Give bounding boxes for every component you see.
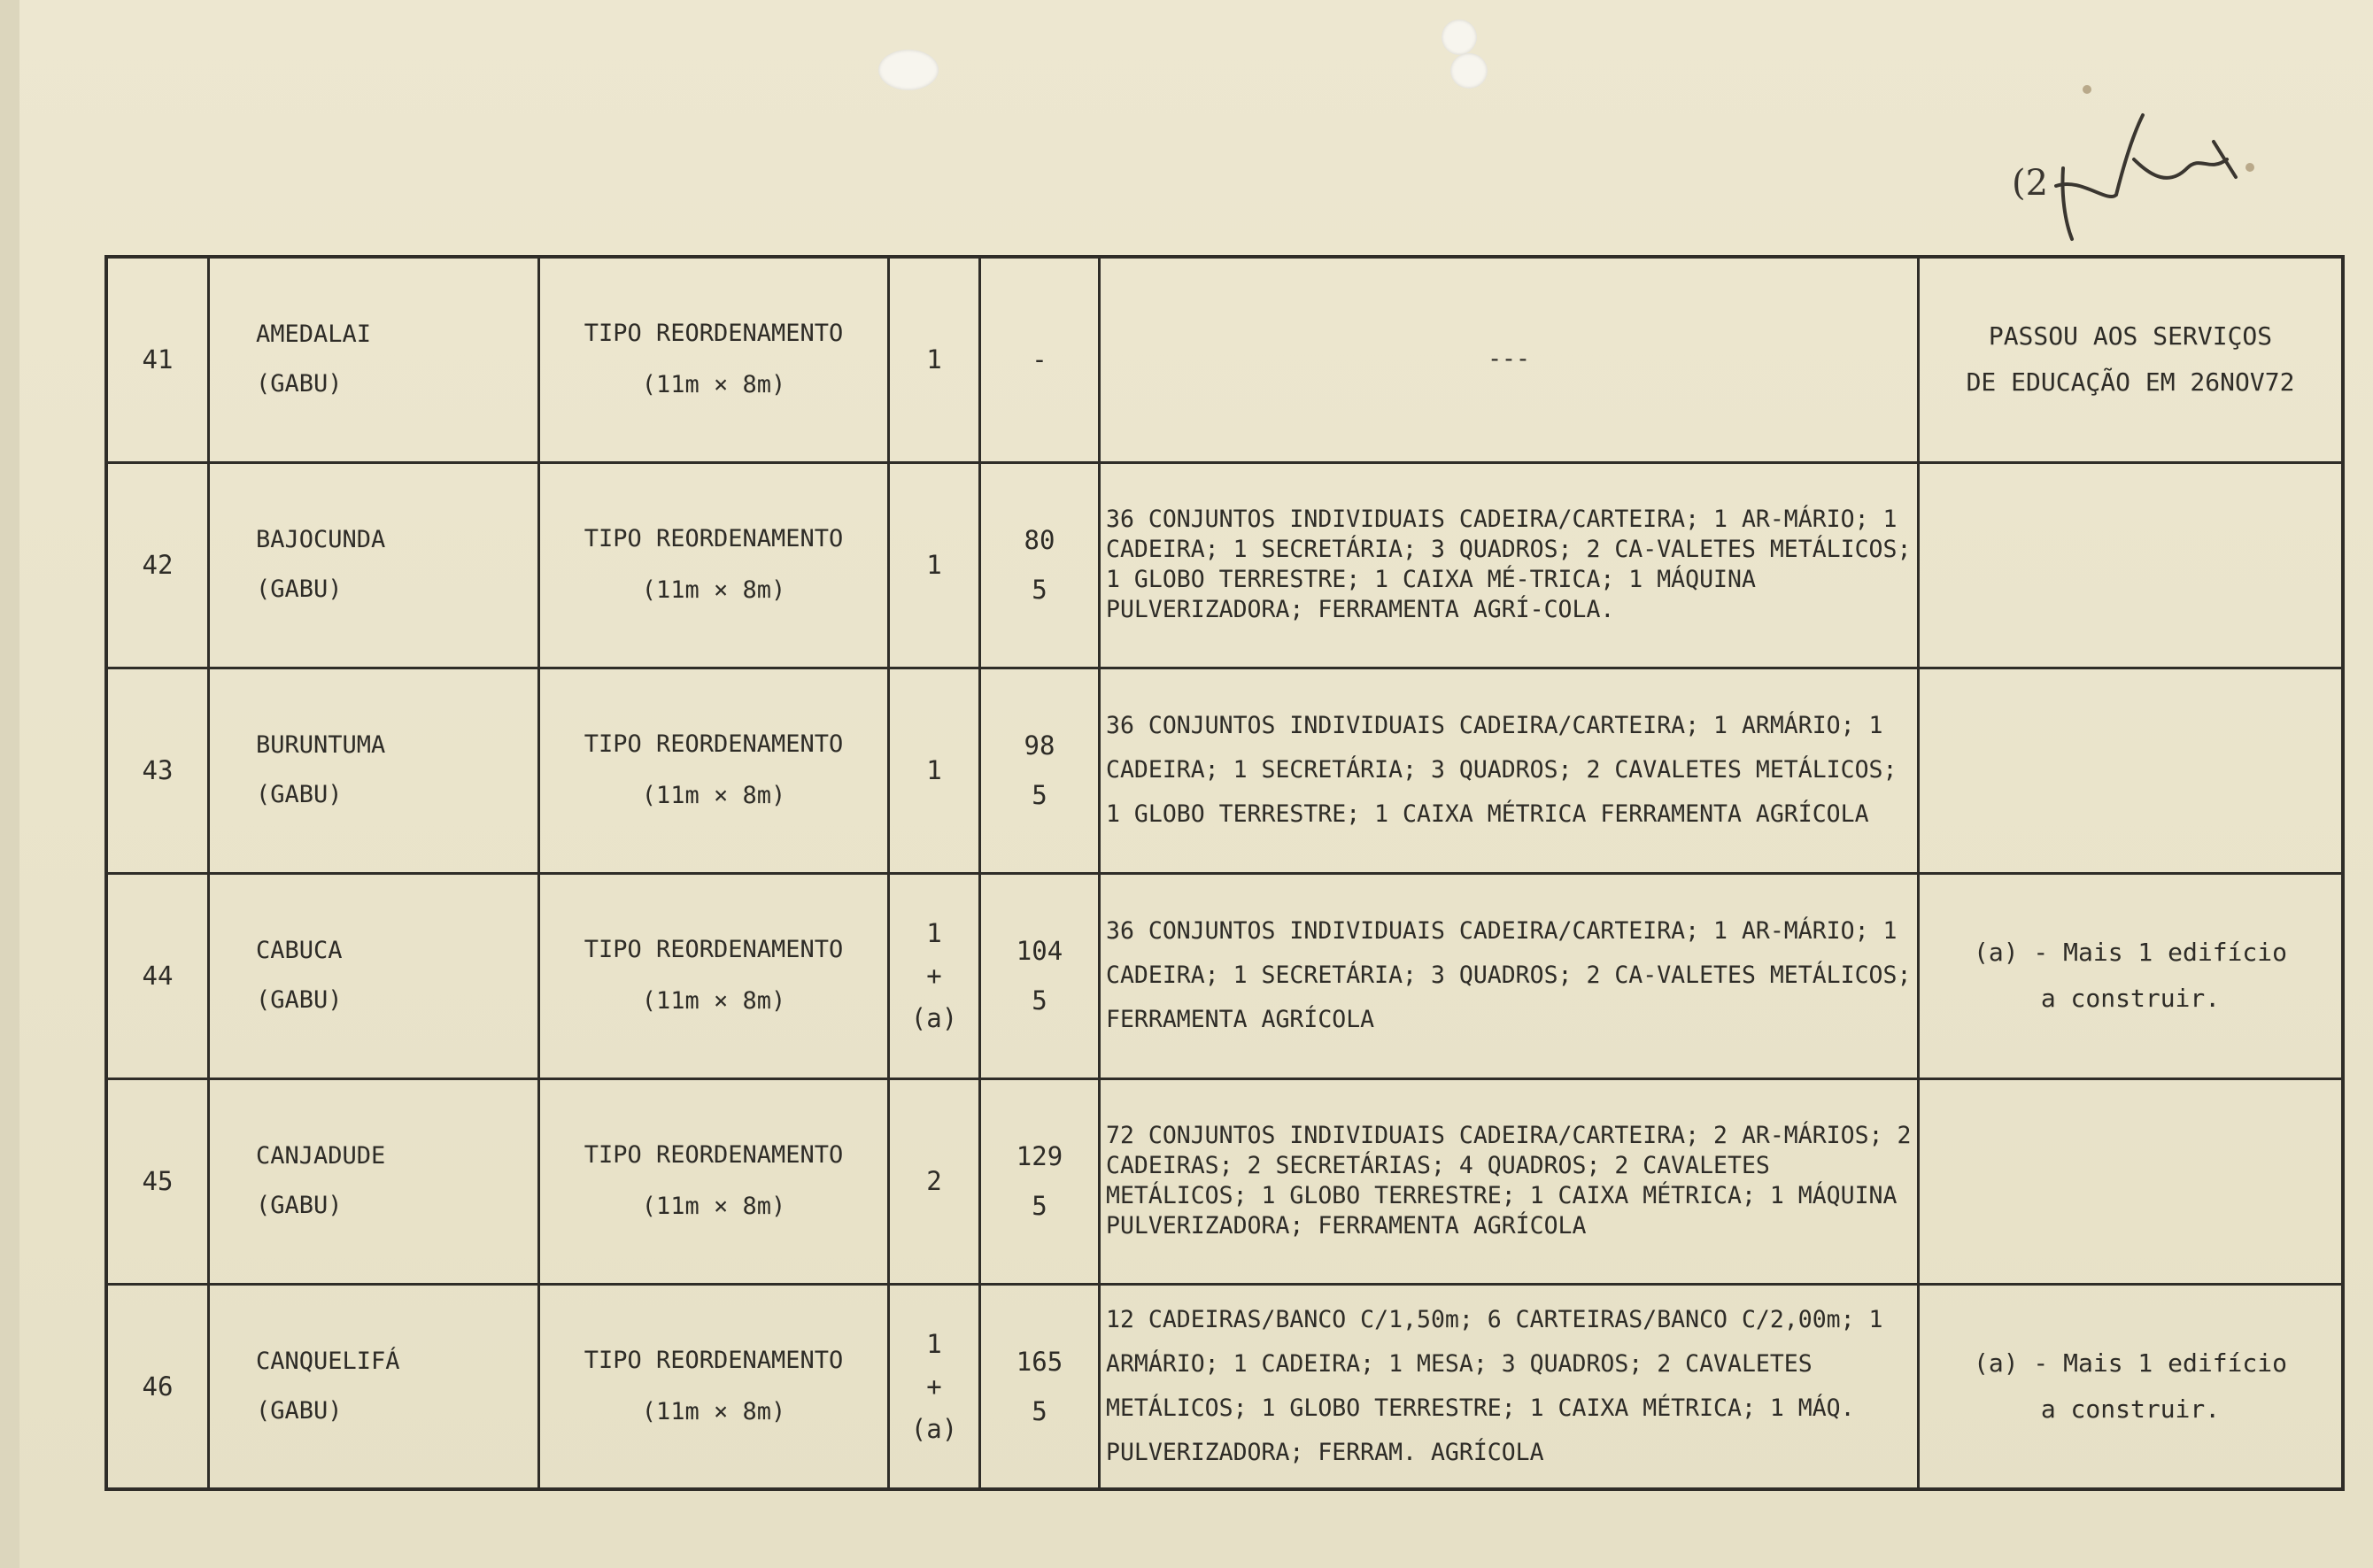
observation-line: PASSOU AOS SERVIÇOS	[1988, 321, 2273, 351]
quantity-value: +	[926, 961, 942, 991]
quantity-value: 1	[926, 755, 942, 785]
equipment-cell: 36 CONJUNTOS INDIVIDUAIS CADEIRA/CARTEIRA; 1 AR-MÁRIO; 1 CADEIRA; 1 SECRETÁRIA; 3 QUADROS; 2 CA-VALETES METÁLICOS; 1 GLOBO TERRESTRE; 1 CAIXA MÉ-TRICA; 1 MÁQUINA PULVERIZADORA; FERRAMENTA AGRÍ-COLA.	[1100, 462, 1919, 668]
capacity-value: 5	[1032, 780, 1047, 810]
capacity-value: 5	[1032, 985, 1047, 1016]
punch-hole-left	[878, 50, 939, 90]
row-number: 43	[106, 668, 209, 873]
capacity-cell	[980, 1078, 1100, 1284]
punch-hole-right-upper	[1442, 19, 1477, 55]
locality-name: CANQUELIFÁ	[256, 1347, 400, 1375]
quantity-value: +	[926, 1371, 942, 1402]
locality-name: BURUNTUMA	[256, 731, 386, 759]
quantity-value: 1	[926, 550, 942, 580]
capacity-cell	[980, 873, 1100, 1078]
building-type-cell	[539, 462, 889, 668]
observations-cell	[1919, 668, 2344, 873]
building-type: TIPO REORDENAMENTO	[584, 1141, 844, 1169]
table-row	[106, 1284, 2343, 1489]
capacity-value: 5	[1032, 1395, 1047, 1426]
capacity-cell	[980, 462, 1100, 668]
building-type-cell	[539, 1284, 889, 1489]
observation-line: DE EDUCAÇÃO EM 26NOV72	[1966, 367, 2295, 398]
capacity-value: -	[1032, 344, 1047, 375]
locality-region: (GABU)	[256, 781, 343, 808]
locality-cell	[209, 257, 539, 462]
observation-line: (a) - Mais 1 edifício	[1973, 1348, 2287, 1378]
building-type: TIPO REORDENAMENTO	[584, 525, 844, 552]
quantity-cell	[889, 257, 980, 462]
equipment-cell: 72 CONJUNTOS INDIVIDUAIS CADEIRA/CARTEIRA; 2 AR-MÁRIOS; 2 CADEIRAS; 2 SECRETÁRIAS; 4 QUADROS; 2 CAVALETES METÁLICOS; 1 GLOBO TERRESTRE; 1 CAIXA MÉTRICA; 1 MÁQUINA PULVERIZADORA; FERRAMENTA AGRÍCOLA	[1100, 1078, 1919, 1284]
building-dimensions: (11m × 8m)	[641, 1397, 786, 1425]
building-type: TIPO REORDENAMENTO	[584, 320, 844, 348]
table-row	[106, 257, 2343, 462]
quantity-value: 1	[926, 1328, 942, 1359]
observations-cell	[1919, 462, 2344, 668]
row-number: 41	[106, 257, 209, 462]
locality-cell	[209, 1078, 539, 1284]
quantity-value: 2	[926, 1166, 942, 1196]
handwritten-mark: (2	[2012, 163, 2049, 204]
punch-hole-right-lower	[1450, 53, 1488, 89]
equipment-cell: 12 CADEIRAS/BANCO C/1,50m; 6 CARTEIRAS/BANCO C/2,00m; 1 ARMÁRIO; 1 CADEIRA; 1 MESA; 3 QUADROS; 2 CAVALETES METÁLICOS; 1 GLOBO TERRESTRE; 1 CAIXA MÉTRICA; 1 MÁQ. PULVERIZADORA; FERRAM. AGRÍCOLA	[1100, 1284, 1919, 1489]
building-dimensions: (11m × 8m)	[641, 576, 786, 604]
building-dimensions: (11m × 8m)	[641, 371, 786, 399]
locality-region: (GABU)	[256, 986, 343, 1014]
capacity-value: 165	[1016, 1346, 1063, 1377]
locality-region: (GABU)	[256, 1396, 343, 1425]
capacity-cell	[980, 1284, 1100, 1489]
building-type-cell	[539, 257, 889, 462]
quantity-value: (a)	[910, 1413, 958, 1444]
quantity-cell	[889, 462, 980, 668]
locality-region: (GABU)	[256, 575, 343, 603]
observation-line: a construir.	[2040, 1394, 2221, 1424]
observations-cell	[1919, 1078, 2344, 1284]
building-type: TIPO REORDENAMENTO	[584, 730, 844, 758]
quantity-cell	[889, 1284, 980, 1489]
locality-cell	[209, 668, 539, 873]
capacity-value: 129	[1016, 1141, 1063, 1171]
observations-cell	[1919, 257, 2344, 462]
locality-cell	[209, 462, 539, 668]
quantity-cell	[889, 668, 980, 873]
building-type-cell	[539, 668, 889, 873]
table-row	[106, 668, 2343, 873]
locality-name: AMEDALAI	[256, 321, 372, 349]
locality-region: (GABU)	[256, 1192, 343, 1219]
building-dimensions: (11m × 8m)	[641, 782, 786, 809]
capacity-value: 80	[1024, 525, 1055, 555]
quantity-cell	[889, 1078, 980, 1284]
locality-name: CANJADUDE	[256, 1142, 386, 1170]
building-dimensions: (11m × 8m)	[641, 987, 786, 1015]
locality-cell	[209, 1284, 539, 1489]
equipment-cell: ---	[1100, 257, 1919, 462]
building-type-cell	[539, 873, 889, 1078]
observations-cell	[1919, 873, 2344, 1078]
capacity-value: 98	[1024, 730, 1055, 761]
paper-speck	[2083, 85, 2091, 94]
capacity-cell	[980, 668, 1100, 873]
building-type-cell	[539, 1078, 889, 1284]
quantity-cell	[889, 873, 980, 1078]
handwritten-signature-icon	[2010, 106, 2276, 257]
locality-cell	[209, 873, 539, 1078]
observation-line: a construir.	[2040, 984, 2221, 1013]
locality-region: (GABU)	[256, 370, 343, 398]
capacity-cell	[980, 257, 1100, 462]
row-number: 42	[106, 462, 209, 668]
quantity-value: 1	[926, 344, 942, 375]
quantity-value: 1	[926, 918, 942, 948]
building-dimensions: (11m × 8m)	[641, 1193, 786, 1220]
locality-name: CABUCA	[256, 937, 343, 964]
locality-name: BAJOCUNDA	[256, 526, 386, 553]
row-number: 45	[106, 1078, 209, 1284]
row-number: 46	[106, 1284, 209, 1489]
row-number: 44	[106, 873, 209, 1078]
capacity-value: 5	[1032, 575, 1047, 605]
quantity-value: (a)	[910, 1003, 958, 1033]
observation-line: (a) - Mais 1 edifício	[1973, 938, 2287, 967]
equipment-cell: 36 CONJUNTOS INDIVIDUAIS CADEIRA/CARTEIRA; 1 AR-MÁRIO; 1 CADEIRA; 1 SECRETÁRIA; 3 QUADROS; 2 CA-VALETES METÁLICOS; FERRAMENTA AGRÍCOLA	[1100, 873, 1919, 1078]
equipment-cell: 36 CONJUNTOS INDIVIDUAIS CADEIRA/CARTEIRA; 1 ARMÁRIO; 1 CADEIRA; 1 SECRETÁRIA; 3 QUADROS; 2 CAVALETES METÁLICOS; 1 GLOBO TERRESTRE; 1 CAIXA MÉTRICA FERRAMENTA AGRÍCOLA	[1100, 668, 1919, 873]
table-row	[106, 1078, 2343, 1284]
observations-cell	[1919, 1284, 2344, 1489]
capacity-value: 5	[1032, 1191, 1047, 1221]
table-row	[106, 462, 2343, 668]
table-row	[106, 873, 2343, 1078]
capacity-value: 104	[1016, 936, 1063, 966]
building-type: TIPO REORDENAMENTO	[584, 1346, 844, 1374]
paper-edge	[0, 0, 19, 1568]
building-type: TIPO REORDENAMENTO	[584, 936, 844, 963]
school-building-ledger-table	[104, 255, 2345, 1491]
